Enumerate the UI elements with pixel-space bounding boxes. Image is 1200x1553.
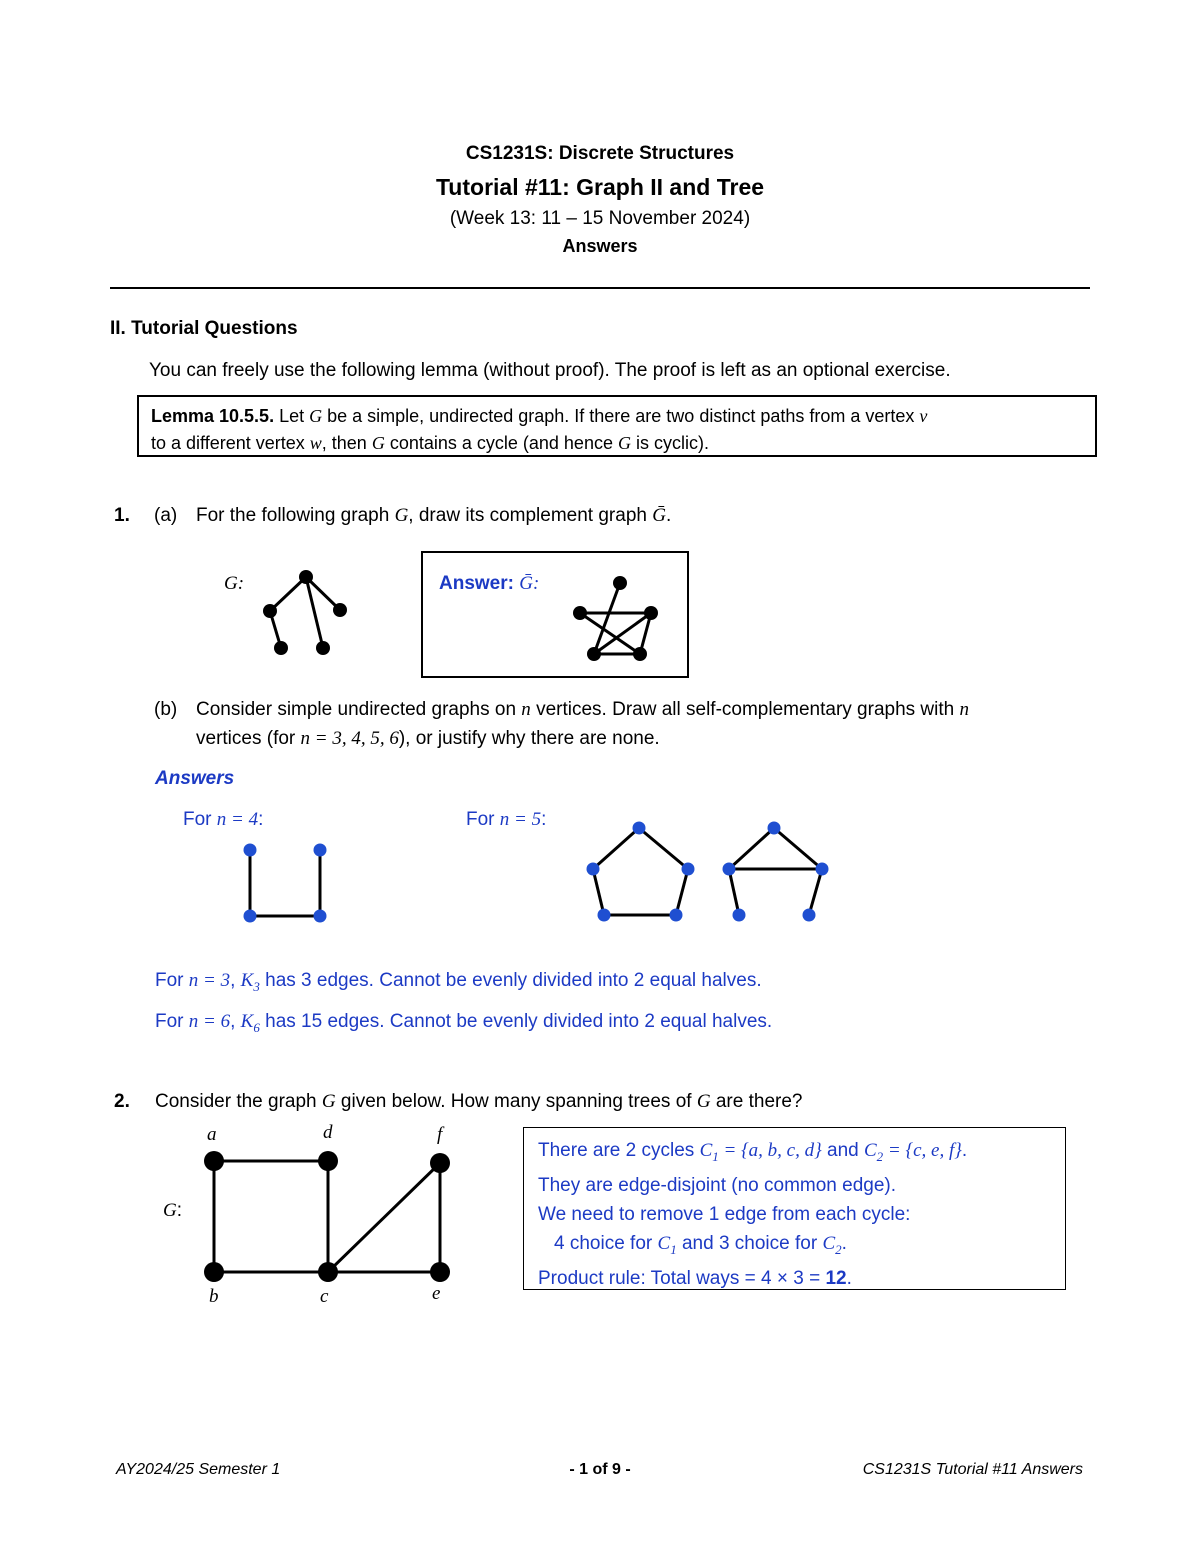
answer-text: ,	[230, 970, 241, 991]
answer-text: For	[155, 970, 189, 991]
label-text: For	[183, 809, 217, 830]
q1a-text-part: For the following graph	[196, 505, 395, 526]
lemma-text: is cyclic).	[630, 433, 709, 453]
answer-text: and	[821, 1140, 864, 1161]
section-heading: II. Tutorial Questions	[110, 318, 298, 339]
answer-total: 12	[825, 1267, 847, 1289]
n3-answer	[155, 970, 762, 995]
q2-graph-label	[163, 1200, 182, 1222]
header-divider	[110, 287, 1090, 289]
q2-vertex-f	[430, 1153, 450, 1173]
vertex-label-a: a	[207, 1124, 217, 1145]
answer-text: For	[155, 1011, 189, 1032]
q2-vertex-c	[318, 1262, 338, 1282]
q2-answer-line-5	[538, 1264, 1051, 1293]
q2-vertex-e	[430, 1262, 450, 1282]
q2-answer-line-3: We need to remove 1 edge from each cycle:	[538, 1203, 911, 1225]
q2-vertex-a	[204, 1151, 224, 1171]
q2-answer-box	[523, 1127, 1066, 1290]
pentagon-edge	[593, 828, 639, 869]
footer-doc-title: CS1231S Tutorial #11 Answers	[862, 1461, 1083, 1478]
pentagon-vertex	[682, 863, 695, 876]
answer-text: There are 2 cycles	[538, 1140, 700, 1161]
math-sub: 1	[670, 1241, 677, 1257]
graph-g-vertex	[333, 603, 347, 617]
answer-text: .	[846, 1267, 852, 1289]
lemma-line-1	[151, 403, 1083, 430]
lemma-text: be a simple, undirected graph. If there are two distinct paths from a vertex	[322, 406, 920, 426]
pentagon-edge	[593, 869, 604, 915]
lemma-text: to a different vertex	[151, 433, 310, 453]
answer-label: Answer:	[439, 573, 514, 594]
graph-g-vertex	[299, 570, 313, 584]
math-expr: = {a, b, c, d}	[718, 1140, 822, 1161]
q1a-label: (a)	[154, 505, 178, 526]
math-sub: 6	[253, 1019, 260, 1035]
lemma-line-2	[151, 430, 1083, 457]
label-text: For	[466, 809, 500, 830]
q1b-line-2	[196, 728, 660, 750]
tutorial-title: Tutorial #11: Graph II and Tree	[435, 174, 765, 200]
vertex-label-e: e	[432, 1283, 441, 1304]
week-subtitle: (Week 13: 11 – 15 November 2024)	[449, 208, 751, 229]
complement-vertex	[644, 606, 658, 620]
math-var: G	[371, 433, 385, 453]
math-var: G	[617, 433, 631, 453]
math-sub: 2	[835, 1241, 842, 1257]
answer-text: .	[841, 1232, 847, 1254]
vertex-label-f: f	[437, 1124, 443, 1145]
q2-text-part: are there?	[710, 1091, 803, 1112]
graph-g-edge	[306, 577, 323, 648]
pentagon-edge	[639, 828, 688, 869]
math-var: n = 4	[216, 809, 259, 830]
n5-label	[466, 809, 546, 831]
lemma-label: Lemma 10.5.5.	[151, 406, 275, 426]
q1-number: 1.	[114, 505, 130, 526]
bull-vertex	[768, 822, 781, 835]
math-var: n = 3, 4, 5, 6	[300, 728, 399, 749]
q2-edge-cf	[328, 1163, 440, 1272]
math-sub: 1	[712, 1148, 719, 1164]
q2-text-part: given below. How many spanning trees of	[335, 1091, 697, 1112]
pentagon-edge	[676, 869, 688, 915]
answer-text: and 3 choice for	[676, 1232, 823, 1254]
pentagon-vertex	[598, 909, 611, 922]
n6-answer	[155, 1011, 772, 1036]
math-var: C	[657, 1232, 671, 1254]
pentagon-vertex	[633, 822, 646, 835]
q1b-line-1	[196, 699, 969, 721]
graph-g-vertex	[263, 604, 277, 618]
q2-number: 2.	[114, 1091, 130, 1112]
answer-text: .	[961, 1140, 968, 1161]
math-var: Ḡ	[652, 505, 666, 526]
lemma-text: Let	[274, 406, 310, 426]
answer-text: has 15 edges. Cannot be evenly divided into 2 equal halves.	[259, 1011, 773, 1032]
n4-vertex	[314, 910, 327, 923]
bull-vertex	[723, 863, 736, 876]
math-var: C	[863, 1140, 877, 1161]
bull-vertex	[733, 909, 746, 922]
graph-g-edge	[270, 577, 306, 611]
answers-subtitle: Answers	[562, 236, 638, 256]
q1b-label: (b)	[154, 699, 178, 720]
answer-text: Product rule: Total ways = 4 × 3 =	[538, 1267, 826, 1289]
vertex-label-c: c	[320, 1286, 329, 1307]
footer-page-number: - 1 of 9 -	[569, 1461, 631, 1478]
math-var: G	[321, 1091, 336, 1112]
pentagon-vertex	[670, 909, 683, 922]
math-var: G	[394, 505, 409, 526]
q2-answer-line-4	[538, 1229, 1051, 1264]
q2-vertex-b	[204, 1262, 224, 1282]
complement-vertex	[613, 576, 627, 590]
math-sub: 3	[253, 978, 260, 994]
q2-answer-line-1	[538, 1136, 1051, 1171]
bull-edge	[774, 828, 822, 869]
math-expr: = {c, e, f}	[883, 1140, 962, 1161]
n4-vertex	[244, 910, 257, 923]
bull-vertex	[816, 863, 829, 876]
complement-vertex	[587, 647, 601, 661]
math-var: n = 6	[188, 1011, 231, 1032]
n4-vertex	[314, 844, 327, 857]
lemma-text: , then	[321, 433, 372, 453]
q1b-text: vertices. Draw all self-complementary graphs with	[530, 699, 960, 720]
section-intro: You can freely use the following lemma (without proof). The proof is left as an optional exercise.	[149, 360, 951, 381]
course-title: CS1231S: Discrete Structures	[465, 143, 735, 164]
math-var: C	[822, 1232, 836, 1254]
pentagon-vertex	[587, 863, 600, 876]
math-var: n = 5	[499, 809, 542, 830]
label-text: :	[541, 809, 547, 830]
math-var: G	[163, 1200, 177, 1221]
lemma-text: contains a cycle (and hence	[384, 433, 618, 453]
complement-vertex	[633, 647, 647, 661]
n4-label	[183, 809, 263, 831]
complement-answer-label	[439, 573, 539, 595]
lemma-box	[137, 395, 1097, 457]
label-text: :	[258, 809, 264, 830]
answer-text: ,	[230, 1011, 241, 1032]
bull-edge	[729, 869, 739, 915]
q1a-text-part: .	[665, 505, 672, 526]
q1b-text: Consider simple undirected graphs on	[196, 699, 522, 720]
bull-edge	[729, 828, 774, 869]
math-var: G	[696, 1091, 711, 1112]
q1b-text: vertices (for	[196, 728, 301, 749]
answer-text: has 3 edges. Cannot be evenly divided into 2 equal halves.	[259, 970, 762, 991]
math-var: v	[919, 406, 928, 426]
label-colon: :	[176, 1200, 183, 1221]
math-var: Ḡ:	[519, 573, 540, 594]
vertex-label-b: b	[209, 1286, 219, 1307]
math-sub: 2	[876, 1148, 884, 1164]
graph-g-label: G:	[224, 573, 245, 594]
q2-answer-line-2: They are edge-disjoint (no common edge).	[538, 1174, 897, 1196]
q1b-text: ), or justify why there are none.	[398, 728, 660, 749]
q2-text	[155, 1091, 802, 1113]
q1a-text-part: , draw its complement graph	[408, 505, 653, 526]
math-var: w	[309, 433, 322, 453]
bull-vertex	[803, 909, 816, 922]
math-var: n = 3	[188, 970, 231, 991]
math-var: C	[699, 1140, 713, 1161]
math-var: n	[959, 699, 969, 720]
graph-g-vertex	[274, 641, 288, 655]
math-var: G	[309, 406, 323, 426]
math-var: K	[240, 970, 254, 991]
answer-text: 4 choice for	[554, 1232, 658, 1254]
q2-vertex-d	[318, 1151, 338, 1171]
math-var: K	[240, 1011, 254, 1032]
bull-edge	[809, 869, 822, 915]
math-var: n	[521, 699, 531, 720]
answers-heading: Answers	[155, 768, 235, 789]
graph-g-vertex	[316, 641, 330, 655]
q2-text-part: Consider the graph	[155, 1091, 322, 1112]
q2-graph	[0, 0, 1, 1]
footer-semester: AY2024/25 Semester 1	[116, 1461, 281, 1478]
complement-vertex	[573, 606, 587, 620]
vertex-label-d: d	[323, 1122, 333, 1143]
n4-vertex	[244, 844, 257, 857]
q1a-text	[196, 505, 671, 527]
